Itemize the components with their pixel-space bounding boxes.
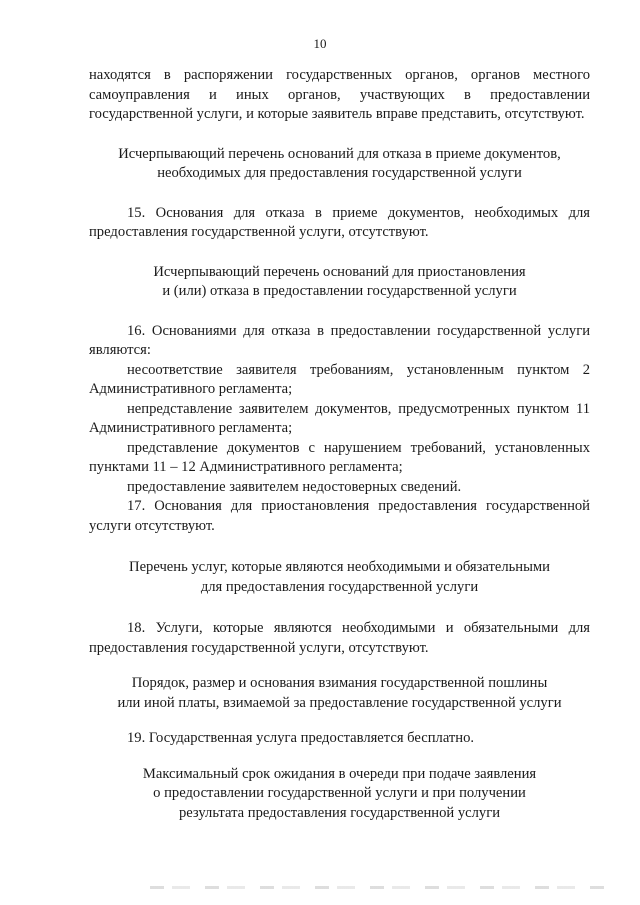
- paragraph-15: 15. Основания для отказа в приеме документов, необходимых для предоставления государственной услуги, отсутствуют.: [89, 204, 590, 240]
- paragraph-16-item: несоответствие заявителя требованиям, установленным пунктом 2 Административного регламента;: [89, 361, 590, 397]
- paragraph-16-item: непредставление заявителем документов, предусмотренных пунктом 11 Административного регламента;: [89, 400, 590, 436]
- heading-line: или иной платы, взимаемой за предоставление государственной услуги: [117, 694, 562, 711]
- heading-line: Максимальный срок ожидания в очереди при подаче заявления: [142, 765, 537, 782]
- heading-line: Исчерпывающий перечень оснований для приостановления: [153, 263, 526, 280]
- page-number: 10: [313, 36, 327, 51]
- scan-artifact-line: [150, 886, 610, 889]
- heading-line: результата предоставления государственной услуги: [178, 804, 501, 821]
- heading-required-services: [89, 558, 590, 597]
- intro-paragraph: находятся в распоряжении государственных органов, органов местного самоуправления и иных органов, участвующих в предоставлении государственной услуги, и которые заявитель вправе представить, отсутствуют.: [89, 67, 590, 122]
- paragraph-18: 18. Услуги, которые являются необходимыми и обязательными для предоставления государственной услуги, отсутствуют.: [89, 620, 590, 656]
- heading-line: Перечень услуг, которые являются необходимыми и обязательными: [129, 559, 550, 575]
- paragraph-17: 17. Основания для приостановления предоставления государственной услуги отсутствуют.: [89, 498, 590, 534]
- heading-suspension-refusal: [89, 263, 590, 302]
- heading-state-fee: [89, 674, 590, 713]
- heading-line: о предоставлении государственной услуги и при получении: [153, 785, 526, 801]
- heading-refusal-reception: [89, 145, 590, 184]
- document-body: [89, 66, 590, 823]
- paragraph-19: 19. Государственная услуга предоставляется бесплатно.: [127, 730, 475, 746]
- heading-line: для предоставления государственной услуги: [200, 578, 479, 595]
- heading-queue-time: [89, 765, 590, 824]
- paragraph-16-item: представление документов с нарушением требований, установленных пунктами 11 – 12 Административного регламента;: [89, 439, 590, 475]
- heading-line: и (или) отказа в предоставлении государственной услуги: [162, 283, 517, 299]
- heading-line: необходимых для предоставления государственной услуги: [157, 165, 522, 181]
- heading-line: Исчерпывающий перечень оснований для отказа в приеме документов,: [118, 145, 561, 162]
- heading-line: Порядок, размер и основания взимания государственной пошлины: [131, 675, 548, 691]
- paragraph-16-item: предоставление заявителем недостоверных сведений.: [127, 478, 462, 495]
- paragraph-16: 16. Основаниями для отказа в предоставлении государственной услуги являются:: [89, 322, 590, 358]
